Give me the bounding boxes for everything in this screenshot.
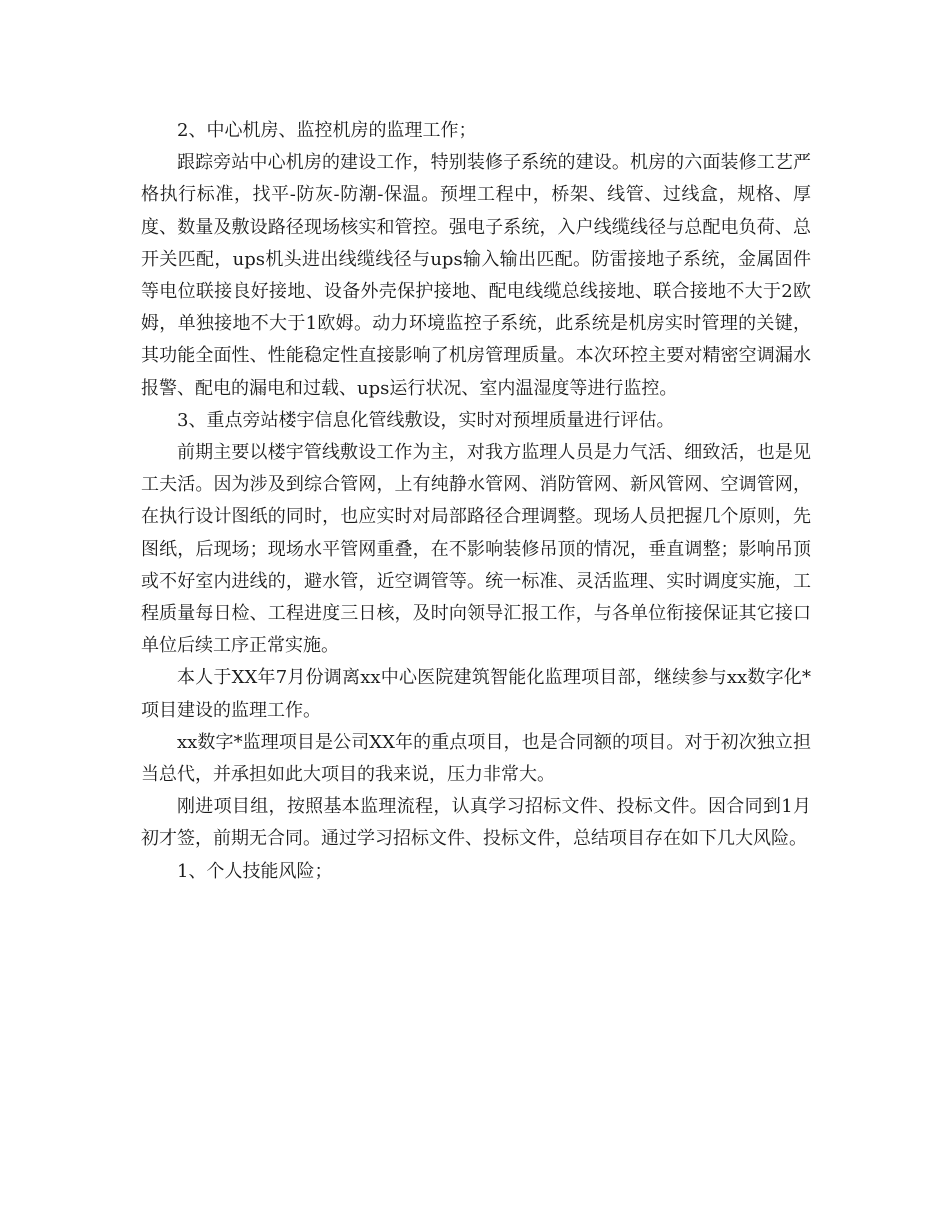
paragraph-heading-risk-1: 1、个人技能风险；: [177, 860, 333, 882]
paragraph-transfer: 本人于XX年7月份调离xx中心医院建筑智能化监理项目部，继续参与xx数字化*项目建设的监理工作。: [141, 667, 811, 721]
paragraph-key-project: xx数字*监理项目是公司XX年的重点项目，也是合同额的项目。对于初次独立担当总代，并承担如此大项目的我来说，压力非常大。: [141, 731, 811, 786]
document-body: [141, 115, 811, 888]
paragraph-heading-3: 3、重点旁站楼宇信息化管线敷设，实时对预埋质量进行评估。: [177, 409, 675, 431]
paragraph-risks: 刚进项目组，按照基本监理流程，认真学习招标文件、投标文件。因合同到1月初才签，前期无合同。通过学习招标文件、投标文件，总结项目存在如下几大风险。: [141, 796, 811, 850]
paragraph-machine-room: 跟踪旁站中心机房的建设工作，特别装修子系统的建设。机房的六面装修工艺严格执行标准，找平-防灰-防潮-保温。预埋工程中，桥架、线管、过线盒，规格、厚度、数量及敷设路径现场核实和管控。强电子系统，入户线缆线径与总配电负荷、总开关匹配，ups机头进出线缆线径与ups输入输出匹配。防雷接地子系统，金属固件等电位联接良好接地、设备外壳保护接地、配电线缆总线接地、联合接地不大于2欧姆，单独接地不大于1欧姆。动力环境监控子系统，此系统是机房实时管理的关键，其功能全面性、性能稳定性直接影响了机房管理质量。本次环控主要对精密空调漏水报警、配电的漏电和过载、ups运行状况、室内温湿度等进行监控。: [141, 152, 811, 399]
paragraph-heading-2: 2、中心机房、监控机房的监理工作；: [177, 120, 477, 141]
paragraph-pipeline: 前期主要以楼宇管线敷设工作为主，对我方监理人员是力气活、细致活，也是见工夫活。因为涉及到综合管网，上有纯静水管网、消防管网、新风管网、空调管网，在执行设计图纸的同时，也应实时对局部路径合理调整。现场人员把握几个原则，先图纸，后现场；现场水平管网重叠，在不影响装修吊顶的情况，垂直调整；影响吊顶或不好室内进线的，避水管，近空调管等。统一标准、灵活监理、实时调度实施，工程质量每日检、工程进度三日核，及时向领导汇报工作，与各单位衔接保证其它接口单位后续工序正常实施。: [141, 442, 811, 657]
